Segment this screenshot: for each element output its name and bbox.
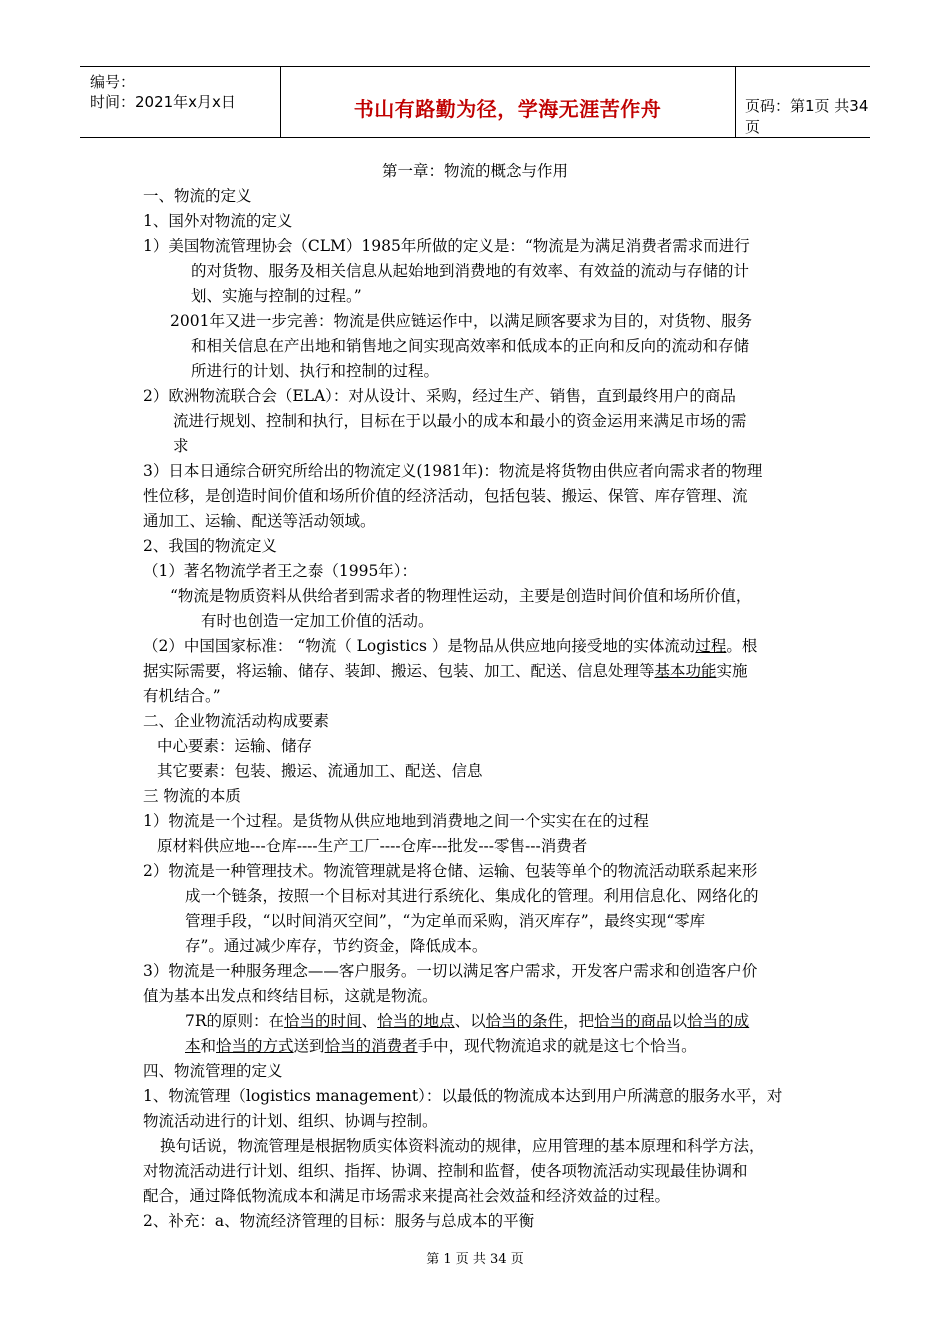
paragraph-line: 2）欧洲物流联合会（ELA）：对从设计、采购，经过生产、销售，直到最终用户的商品 [143, 387, 736, 405]
chapter-title: 第一章：物流的概念与作用 [381, 162, 568, 180]
paragraph-line [185, 1035, 697, 1057]
text-run: 据实际需要，将运输、储存、装卸、搬运、包装、加工、配送、信息处理等 [143, 662, 655, 680]
paragraph-line: 求 [173, 437, 189, 455]
paragraph-line: 换句话说，物流管理是根据物质实体资料流动的规律，应用管理的基本原理和科学方法， [160, 1137, 765, 1155]
underlined-term: 恰当的消费者 [324, 1037, 418, 1055]
text-run: 实施 [716, 662, 748, 680]
paragraph-line: 流进行规划、控制和执行，目标在于以最小的成本和最小的资金运用来满足市场的需 [173, 412, 747, 430]
paragraph-line: 性位移，是创造时间价值和场所价值的经济活动，包括包装、搬运、保管、库存管理、流 [143, 487, 748, 505]
underlined-term: 恰当的方式 [216, 1037, 294, 1055]
underlined-term: 基本功能 [654, 662, 717, 680]
paragraph-line [143, 660, 748, 682]
header-motto: 书山有路勤为径，学海无涯苦作舟 [353, 97, 662, 121]
paragraph-line: 的对货物、服务及相关信息从起始地到消费地的有效率、有效益的流动与存储的计 [191, 262, 750, 280]
text-run: 、以 [454, 1012, 486, 1030]
paragraph-line: 2）物流是一种管理技术。物流管理就是将仓储、运输、包装等单个的物流活动联系起来形 [143, 862, 758, 880]
text-run: 、 [361, 1012, 378, 1030]
paragraph-line: 值为基本出发点和终结目标，这就是物流。 [143, 987, 438, 1005]
underlined-term: 过程 [695, 637, 727, 655]
paragraph-line: 管理手段，“以时间消灭空间”，“为定单而采购，消灭库存”，最终实现“零库 [185, 912, 706, 930]
underlined-term: 恰当的地点 [377, 1012, 455, 1030]
paragraph-line: 存”。通过减少库存，节约资金，降低成本。 [185, 937, 488, 955]
document-number-label: 编号： [90, 73, 136, 91]
paragraph-line: 其它要素：包装、搬运、流通加工、配送、信息 [157, 762, 483, 780]
paragraph-line: 配合，通过降低物流成本和满足市场需求来提高社会效益和经济效益的过程。 [143, 1187, 671, 1205]
text-run: ，把 [563, 1012, 595, 1030]
paragraph-line [185, 1010, 749, 1032]
paragraph-line: 1、物流管理（logistics management）：以最低的物流成本达到用户所满意的服务水平，对 [143, 1087, 783, 1105]
underlined-term: 恰当的商品 [594, 1012, 672, 1030]
text-run: 送到 [293, 1037, 325, 1055]
paragraph-line: 2、补充：a、物流经济管理的目标：服务与总成本的平衡 [143, 1212, 535, 1230]
paragraph-line: 有机结合。” [143, 687, 221, 705]
paragraph-line: 划、实施与控制的过程。” [191, 287, 362, 305]
underlined-term: 恰当的时间 [284, 1012, 362, 1030]
text-run: （2）中国国家标准： “物流（ Logistics ）是物品从供应地向接受地的实体流动 [143, 637, 696, 655]
paragraph-line: “物流是物质资料从供给者到需求者的物理性运动，主要是创造时间价值和场所价值， [170, 587, 752, 605]
section-heading: 三 物流的本质 [143, 787, 241, 805]
page-footer: 第 1 页 共 34 页 [426, 1252, 524, 1267]
underlined-term: 恰当的成 [687, 1012, 750, 1030]
section-heading: 一、物流的定义 [143, 187, 252, 205]
paragraph-line: 物流活动进行的计划、组织、协调与控制。 [143, 1112, 438, 1130]
underlined-term: 恰当的条件 [485, 1012, 564, 1030]
section-heading: 四、物流管理的定义 [143, 1062, 283, 1080]
text-run: 。根 [726, 637, 758, 655]
page-header [80, 66, 870, 138]
paragraph-line: 通加工、运输、配送等活动领域。 [143, 512, 376, 530]
subsection-heading: 1、国外对物流的定义 [143, 212, 293, 230]
section-heading: 二、企业物流活动构成要素 [143, 712, 330, 730]
paragraph-line: 对物流活动进行计划、组织、指挥、协调、控制和监督，使各项物流活动实现最佳协调和 [143, 1162, 748, 1180]
paragraph-line: （1）著名物流学者王之泰（1995年）： [143, 562, 418, 580]
paragraph-line: 3）日本日通综合研究所给出的物流定义(1981年)：物流是将货物由供应者向需求者的物理 [143, 462, 763, 480]
text-run: 7R的原则：在 [185, 1012, 285, 1030]
paragraph-line: 所进行的计划、执行和控制的过程。 [191, 362, 440, 380]
subsection-heading: 2、我国的物流定义 [143, 537, 277, 555]
header-page-cell [735, 67, 870, 137]
paragraph-line [143, 635, 757, 657]
paragraph-line: 中心要素：运输、储存 [157, 737, 313, 755]
paragraph-line: 1）物流是一个过程。是货物从供应地地到消费地之间一个实实在在的过程 [143, 812, 649, 830]
underlined-term: 本 [185, 1037, 201, 1055]
document-time-label: 时间：2021年x月x日 [90, 93, 236, 111]
header-meta-cell [80, 67, 281, 137]
paragraph-line: 3）物流是一种服务理念——客户服务。一切以满足客户需求，开发客户需求和创造客户价 [143, 962, 758, 980]
paragraph-line: 2001年又进一步完善：物流是供应链运作中，以满足顾客要求为目的，对货物、服务 [170, 312, 752, 330]
paragraph-line: 成一个链条，按照一个目标对其进行系统化、集成化的管理。利用信息化、网络化的 [185, 887, 759, 905]
header-motto-cell [280, 67, 736, 137]
header-page-info: 页码：第1页 共34页 [745, 97, 869, 136]
paragraph-line: 有时也创造一定加工价值的活动。 [201, 612, 434, 630]
text-run: 以 [671, 1012, 688, 1030]
text-run: 手中，现代物流追求的就是这七个恰当。 [417, 1037, 697, 1055]
paragraph-line: 原材料供应地---仓库----生产工厂----仓库---批发---零售---消费者 [157, 837, 588, 855]
paragraph-line: 和相关信息在产出地和销售地之间实现高效率和低成本的正向和反向的流动和存储 [191, 337, 750, 355]
paragraph-line: 1）美国物流管理协会（CLM）1985年所做的定义是：“物流是为满足消费者需求而进行 [143, 237, 750, 255]
text-run: 和 [200, 1037, 217, 1055]
